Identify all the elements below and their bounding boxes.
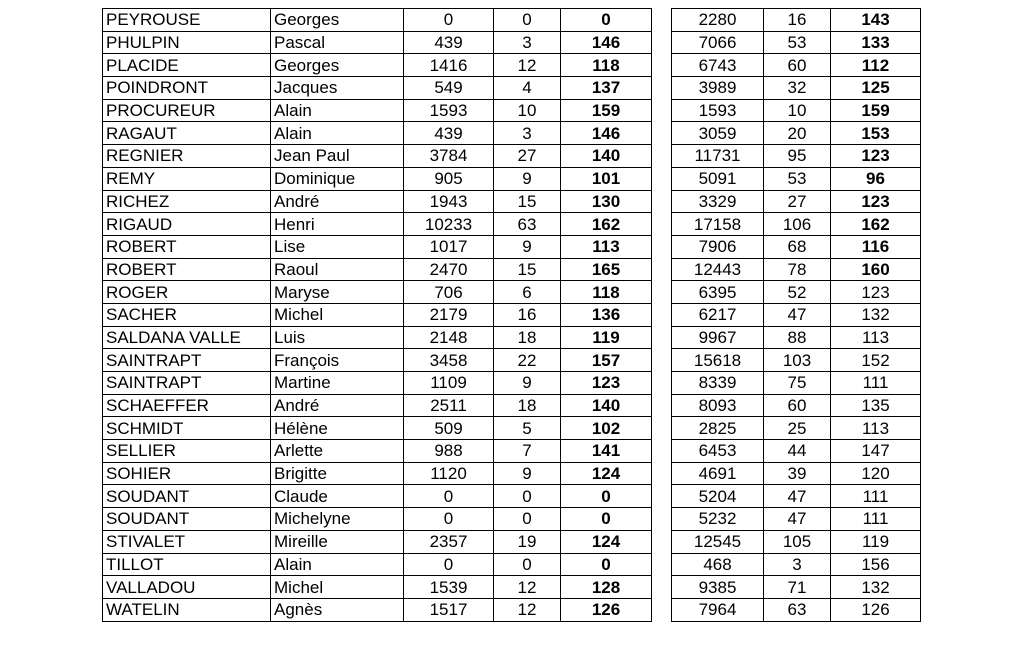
last-name-cell: SAINTRAPT <box>103 372 271 395</box>
value-cell: 1017 <box>404 235 494 258</box>
total-value-cell: 7906 <box>672 235 764 258</box>
last-name-cell: SCHMIDT <box>103 417 271 440</box>
total-value-cell: 6743 <box>672 54 764 77</box>
total-count-cell: 106 <box>764 213 831 236</box>
score-cell: 113 <box>561 235 652 258</box>
last-name-cell: ROGER <box>103 281 271 304</box>
value-cell: 2470 <box>404 258 494 281</box>
last-name-cell: RAGAUT <box>103 122 271 145</box>
total-count-cell: 47 <box>764 485 831 508</box>
first-name-cell: Lise <box>271 235 404 258</box>
value-cell: 10233 <box>404 213 494 236</box>
last-name-cell: PROCUREUR <box>103 99 271 122</box>
count-cell: 15 <box>494 258 561 281</box>
total-count-cell: 39 <box>764 462 831 485</box>
total-value-cell: 8339 <box>672 372 764 395</box>
count-cell: 5 <box>494 417 561 440</box>
total-value-cell: 2280 <box>672 9 764 32</box>
count-cell: 6 <box>494 281 561 304</box>
value-cell: 0 <box>404 508 494 531</box>
score-cell: 118 <box>561 281 652 304</box>
table-row <box>103 598 652 621</box>
total-value-cell: 3989 <box>672 77 764 100</box>
table-row <box>103 372 652 395</box>
last-name-cell: SOUDANT <box>103 508 271 531</box>
first-name-cell: Michel <box>271 303 404 326</box>
table-row <box>103 281 652 304</box>
first-name-cell: Alain <box>271 122 404 145</box>
table-row <box>672 462 921 485</box>
score-cell: 146 <box>561 122 652 145</box>
count-cell: 7 <box>494 440 561 463</box>
count-cell: 12 <box>494 576 561 599</box>
value-cell: 2148 <box>404 326 494 349</box>
table-row <box>103 394 652 417</box>
total-score-cell: 135 <box>831 394 921 417</box>
count-cell: 0 <box>494 9 561 32</box>
table-row <box>672 372 921 395</box>
total-score-cell: 132 <box>831 576 921 599</box>
score-cell: 141 <box>561 440 652 463</box>
first-name-cell: Hélène <box>271 417 404 440</box>
count-cell: 16 <box>494 303 561 326</box>
score-cell: 118 <box>561 54 652 77</box>
table-row <box>103 31 652 54</box>
count-cell: 19 <box>494 530 561 553</box>
count-cell: 9 <box>494 462 561 485</box>
total-count-cell: 52 <box>764 281 831 304</box>
table-row <box>672 485 921 508</box>
score-cell: 128 <box>561 576 652 599</box>
score-cell: 159 <box>561 99 652 122</box>
total-count-cell: 53 <box>764 167 831 190</box>
score-cell: 146 <box>561 31 652 54</box>
total-score-cell: 162 <box>831 213 921 236</box>
table-row <box>103 122 652 145</box>
total-value-cell: 9967 <box>672 326 764 349</box>
value-cell: 988 <box>404 440 494 463</box>
total-score-cell: 111 <box>831 485 921 508</box>
table-row <box>103 508 652 531</box>
last-name-cell: TILLOT <box>103 553 271 576</box>
total-score-cell: 111 <box>831 372 921 395</box>
total-value-cell: 3329 <box>672 190 764 213</box>
last-name-cell: SALDANA VALLE <box>103 326 271 349</box>
table-row <box>103 258 652 281</box>
first-name-cell: Raoul <box>271 258 404 281</box>
count-cell: 0 <box>494 553 561 576</box>
table-row <box>103 485 652 508</box>
total-score-cell: 123 <box>831 190 921 213</box>
last-name-cell: SAINTRAPT <box>103 349 271 372</box>
total-value-cell: 11731 <box>672 145 764 168</box>
total-score-cell: 133 <box>831 31 921 54</box>
table-row <box>672 303 921 326</box>
total-count-cell: 78 <box>764 258 831 281</box>
total-count-cell: 95 <box>764 145 831 168</box>
table-row <box>672 530 921 553</box>
first-name-cell: Mireille <box>271 530 404 553</box>
total-count-cell: 75 <box>764 372 831 395</box>
total-count-cell: 60 <box>764 54 831 77</box>
last-name-cell: PEYROUSE <box>103 9 271 32</box>
table-row <box>672 281 921 304</box>
total-score-cell: 132 <box>831 303 921 326</box>
table-row <box>103 440 652 463</box>
table-row <box>672 31 921 54</box>
total-score-cell: 126 <box>831 598 921 621</box>
count-cell: 12 <box>494 598 561 621</box>
total-count-cell: 88 <box>764 326 831 349</box>
value-cell: 0 <box>404 9 494 32</box>
total-count-cell: 63 <box>764 598 831 621</box>
total-count-cell: 3 <box>764 553 831 576</box>
total-value-cell: 7964 <box>672 598 764 621</box>
value-cell: 2179 <box>404 303 494 326</box>
total-count-cell: 103 <box>764 349 831 372</box>
last-name-cell: REMY <box>103 167 271 190</box>
total-value-cell: 12545 <box>672 530 764 553</box>
value-cell: 1593 <box>404 99 494 122</box>
total-value-cell: 6217 <box>672 303 764 326</box>
total-count-cell: 20 <box>764 122 831 145</box>
score-cell: 126 <box>561 598 652 621</box>
score-cell: 162 <box>561 213 652 236</box>
table-row <box>672 258 921 281</box>
table-row <box>672 417 921 440</box>
count-cell: 15 <box>494 190 561 213</box>
left-table-body <box>103 9 652 622</box>
score-cell: 124 <box>561 462 652 485</box>
total-value-cell: 1593 <box>672 99 764 122</box>
value-cell: 905 <box>404 167 494 190</box>
first-name-cell: Jacques <box>271 77 404 100</box>
table-row <box>672 213 921 236</box>
table-row <box>672 326 921 349</box>
last-name-cell: SCHAEFFER <box>103 394 271 417</box>
right-table-body <box>672 9 921 622</box>
table-row <box>103 99 652 122</box>
total-count-cell: 47 <box>764 303 831 326</box>
total-value-cell: 5232 <box>672 508 764 531</box>
count-cell: 22 <box>494 349 561 372</box>
total-score-cell: 160 <box>831 258 921 281</box>
total-value-cell: 8093 <box>672 394 764 417</box>
count-cell: 3 <box>494 31 561 54</box>
right-table <box>671 8 921 622</box>
table-row <box>103 553 652 576</box>
total-score-cell: 152 <box>831 349 921 372</box>
total-score-cell: 156 <box>831 553 921 576</box>
table-row <box>103 167 652 190</box>
total-value-cell: 5204 <box>672 485 764 508</box>
value-cell: 0 <box>404 485 494 508</box>
first-name-cell: Alain <box>271 99 404 122</box>
table-row <box>103 54 652 77</box>
total-value-cell: 6453 <box>672 440 764 463</box>
total-value-cell: 9385 <box>672 576 764 599</box>
total-count-cell: 47 <box>764 508 831 531</box>
score-cell: 165 <box>561 258 652 281</box>
score-cell: 140 <box>561 145 652 168</box>
total-score-cell: 123 <box>831 281 921 304</box>
first-name-cell: André <box>271 394 404 417</box>
total-score-cell: 116 <box>831 235 921 258</box>
count-cell: 4 <box>494 77 561 100</box>
total-count-cell: 44 <box>764 440 831 463</box>
score-cell: 140 <box>561 394 652 417</box>
last-name-cell: REGNIER <box>103 145 271 168</box>
value-cell: 549 <box>404 77 494 100</box>
total-value-cell: 468 <box>672 553 764 576</box>
score-cell: 0 <box>561 553 652 576</box>
total-count-cell: 16 <box>764 9 831 32</box>
last-name-cell: PHULPIN <box>103 31 271 54</box>
table-row <box>672 440 921 463</box>
left-table <box>102 8 652 622</box>
table-row <box>103 145 652 168</box>
table-row <box>103 303 652 326</box>
total-score-cell: 147 <box>831 440 921 463</box>
value-cell: 439 <box>404 31 494 54</box>
total-score-cell: 153 <box>831 122 921 145</box>
table-row <box>103 190 652 213</box>
table-row <box>672 9 921 32</box>
table-row <box>672 54 921 77</box>
total-count-cell: 53 <box>764 31 831 54</box>
last-name-cell: SOHIER <box>103 462 271 485</box>
value-cell: 1517 <box>404 598 494 621</box>
table-row <box>103 530 652 553</box>
value-cell: 1109 <box>404 372 494 395</box>
table-row <box>103 235 652 258</box>
table-row <box>103 576 652 599</box>
last-name-cell: STIVALET <box>103 530 271 553</box>
total-score-cell: 159 <box>831 99 921 122</box>
value-cell: 1539 <box>404 576 494 599</box>
count-cell: 27 <box>494 145 561 168</box>
total-score-cell: 111 <box>831 508 921 531</box>
score-cell: 0 <box>561 485 652 508</box>
last-name-cell: ROBERT <box>103 235 271 258</box>
first-name-cell: Henri <box>271 213 404 236</box>
table-row <box>672 167 921 190</box>
total-score-cell: 123 <box>831 145 921 168</box>
table-row <box>103 462 652 485</box>
value-cell: 2511 <box>404 394 494 417</box>
table-row <box>672 576 921 599</box>
last-name-cell: SOUDANT <box>103 485 271 508</box>
first-name-cell: Pascal <box>271 31 404 54</box>
count-cell: 9 <box>494 167 561 190</box>
count-cell: 12 <box>494 54 561 77</box>
total-score-cell: 113 <box>831 326 921 349</box>
score-cell: 102 <box>561 417 652 440</box>
total-score-cell: 120 <box>831 462 921 485</box>
total-count-cell: 68 <box>764 235 831 258</box>
total-score-cell: 143 <box>831 9 921 32</box>
last-name-cell: VALLADOU <box>103 576 271 599</box>
count-cell: 9 <box>494 372 561 395</box>
last-name-cell: RIGAUD <box>103 213 271 236</box>
count-cell: 0 <box>494 485 561 508</box>
total-score-cell: 119 <box>831 530 921 553</box>
value-cell: 3784 <box>404 145 494 168</box>
table-row <box>103 349 652 372</box>
table-row <box>672 99 921 122</box>
first-name-cell: Georges <box>271 9 404 32</box>
total-score-cell: 113 <box>831 417 921 440</box>
score-cell: 119 <box>561 326 652 349</box>
first-name-cell: Luis <box>271 326 404 349</box>
score-cell: 124 <box>561 530 652 553</box>
first-name-cell: Georges <box>271 54 404 77</box>
first-name-cell: Dominique <box>271 167 404 190</box>
total-value-cell: 2825 <box>672 417 764 440</box>
count-cell: 18 <box>494 394 561 417</box>
first-name-cell: Michel <box>271 576 404 599</box>
table-row <box>103 77 652 100</box>
score-cell: 136 <box>561 303 652 326</box>
total-count-cell: 25 <box>764 417 831 440</box>
score-cell: 123 <box>561 372 652 395</box>
table-row <box>672 553 921 576</box>
total-count-cell: 32 <box>764 77 831 100</box>
total-count-cell: 27 <box>764 190 831 213</box>
last-name-cell: ROBERT <box>103 258 271 281</box>
value-cell: 3458 <box>404 349 494 372</box>
score-cell: 0 <box>561 9 652 32</box>
total-value-cell: 3059 <box>672 122 764 145</box>
first-name-cell: Maryse <box>271 281 404 304</box>
total-count-cell: 10 <box>764 99 831 122</box>
table-row <box>672 508 921 531</box>
value-cell: 509 <box>404 417 494 440</box>
table-row <box>672 235 921 258</box>
first-name-cell: André <box>271 190 404 213</box>
score-cell: 101 <box>561 167 652 190</box>
last-name-cell: RICHEZ <box>103 190 271 213</box>
first-name-cell: Jean Paul <box>271 145 404 168</box>
first-name-cell: Claude <box>271 485 404 508</box>
table-row <box>103 213 652 236</box>
first-name-cell: Arlette <box>271 440 404 463</box>
table-row <box>672 349 921 372</box>
score-cell: 130 <box>561 190 652 213</box>
count-cell: 3 <box>494 122 561 145</box>
first-name-cell: Michelyne <box>271 508 404 531</box>
count-cell: 63 <box>494 213 561 236</box>
table-row <box>103 9 652 32</box>
total-score-cell: 125 <box>831 77 921 100</box>
value-cell: 2357 <box>404 530 494 553</box>
value-cell: 706 <box>404 281 494 304</box>
table-row <box>672 77 921 100</box>
first-name-cell: Agnès <box>271 598 404 621</box>
first-name-cell: Alain <box>271 553 404 576</box>
last-name-cell: PLACIDE <box>103 54 271 77</box>
table-row <box>672 598 921 621</box>
total-count-cell: 60 <box>764 394 831 417</box>
total-value-cell: 17158 <box>672 213 764 236</box>
total-score-cell: 112 <box>831 54 921 77</box>
value-cell: 1120 <box>404 462 494 485</box>
total-value-cell: 7066 <box>672 31 764 54</box>
table-row <box>103 326 652 349</box>
count-cell: 10 <box>494 99 561 122</box>
total-count-cell: 71 <box>764 576 831 599</box>
value-cell: 1943 <box>404 190 494 213</box>
value-cell: 439 <box>404 122 494 145</box>
last-name-cell: SACHER <box>103 303 271 326</box>
count-cell: 18 <box>494 326 561 349</box>
total-value-cell: 5091 <box>672 167 764 190</box>
score-cell: 0 <box>561 508 652 531</box>
first-name-cell: Brigitte <box>271 462 404 485</box>
table-row <box>672 122 921 145</box>
table-row <box>672 394 921 417</box>
value-cell: 1416 <box>404 54 494 77</box>
total-value-cell: 6395 <box>672 281 764 304</box>
total-score-cell: 96 <box>831 167 921 190</box>
first-name-cell: François <box>271 349 404 372</box>
total-value-cell: 12443 <box>672 258 764 281</box>
table-row <box>672 145 921 168</box>
score-cell: 157 <box>561 349 652 372</box>
last-name-cell: SELLIER <box>103 440 271 463</box>
table-row <box>103 417 652 440</box>
last-name-cell: POINDRONT <box>103 77 271 100</box>
score-cell: 137 <box>561 77 652 100</box>
total-value-cell: 15618 <box>672 349 764 372</box>
value-cell: 0 <box>404 553 494 576</box>
last-name-cell: WATELIN <box>103 598 271 621</box>
first-name-cell: Martine <box>271 372 404 395</box>
total-value-cell: 4691 <box>672 462 764 485</box>
table-row <box>672 190 921 213</box>
total-count-cell: 105 <box>764 530 831 553</box>
count-cell: 0 <box>494 508 561 531</box>
count-cell: 9 <box>494 235 561 258</box>
